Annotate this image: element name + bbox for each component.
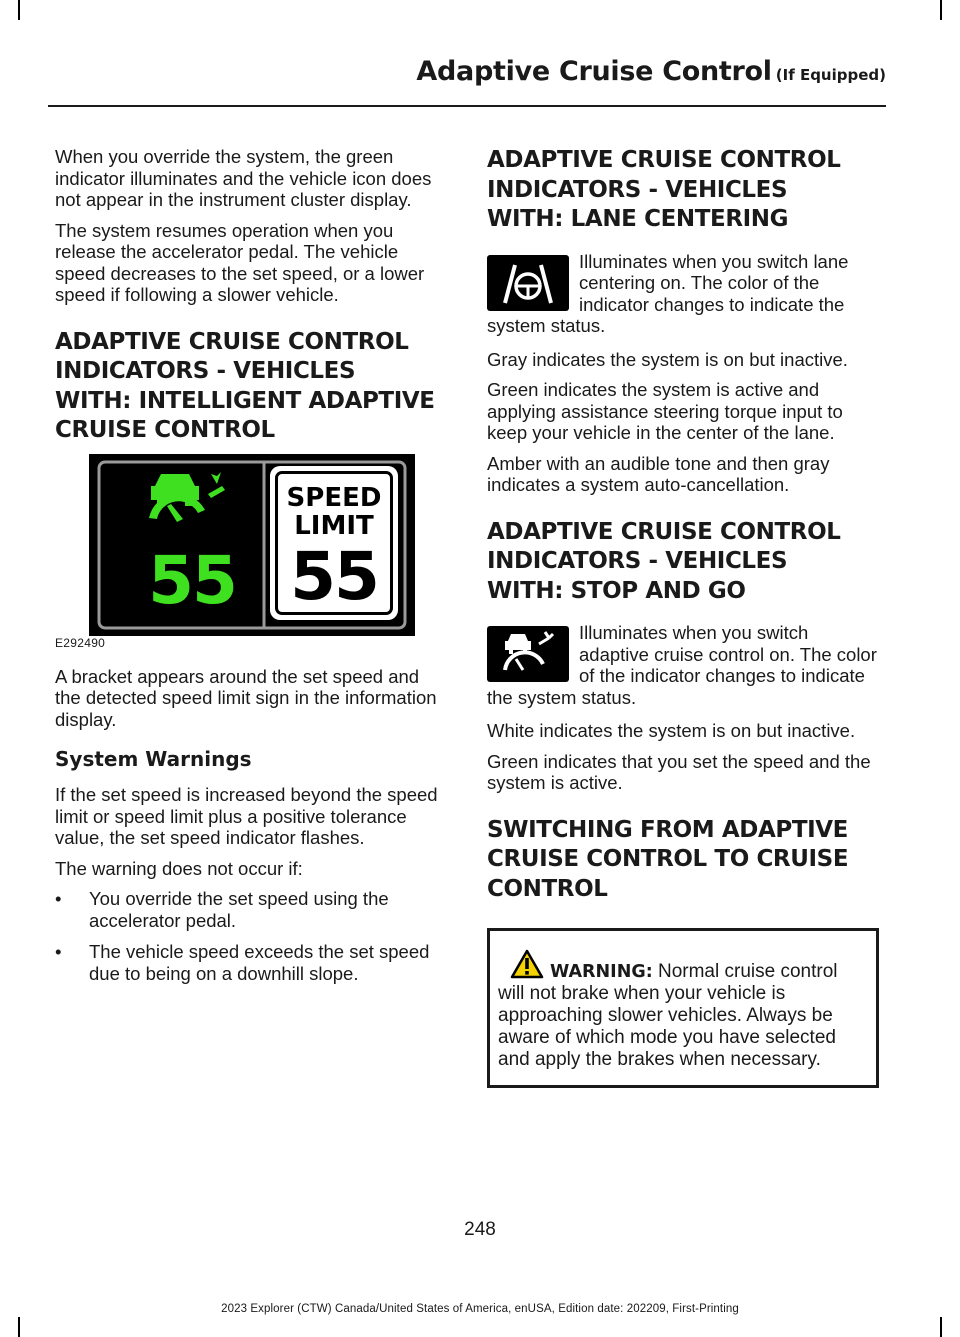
paragraph: The system resumes operation when you release the accelerator pedal. The vehicle speed decreases to the set speed, or a lower speed if following a slower vehicle.: [55, 219, 425, 305]
lane-centering-icon: [487, 255, 569, 311]
stop-and-go-description: Illuminates when you switch adaptive cruise control on. The color of the indicator changes to indicate the system status.: [487, 622, 877, 708]
paragraph: Amber with an audible tone and then gray indicates a system auto-cancellation.: [487, 452, 830, 495]
bullet-item: • You override the set speed using the accelerator pedal.: [55, 888, 389, 931]
warning-box: [487, 928, 879, 1088]
page-number: 248: [464, 1219, 496, 1240]
bullet-marker: •: [55, 888, 62, 909]
stop-and-go-indicator-row: [487, 622, 879, 708]
paragraph: If the set speed is increased beyond the speed limit or speed limit plus a positive tolerance value, the set speed indicator flashes.: [55, 784, 438, 848]
figure-code: E292490: [55, 635, 106, 650]
sign-speed-value: 55: [290, 537, 378, 615]
bullet-item: • The vehicle speed exceeds the set speed due to being on a downhill slope.: [55, 941, 430, 984]
paragraph: The warning does not occur if:: [55, 857, 303, 879]
crop-mark: [940, 0, 942, 20]
section-heading-lane-centering: ADAPTIVE CRUISE CONTROL INDICATORS - VEHICLES WITH: LANE CENTERING: [487, 147, 841, 232]
warning-triangle-icon: [510, 949, 544, 979]
crop-mark: [940, 1317, 942, 1337]
set-speed-value: 55: [148, 541, 236, 619]
lane-centering-indicator-row: [487, 251, 879, 337]
cluster-figure: [55, 454, 417, 652]
section-heading-stop-and-go: ADAPTIVE CRUISE CONTROL INDICATORS - VEHICLES WITH: STOP AND GO: [487, 518, 841, 604]
paragraph: Gray indicates the system is on but inactive.: [487, 348, 848, 370]
speed-limit-sign: [270, 466, 398, 620]
warning-paragraph: [498, 949, 868, 1071]
cluster-display: [89, 454, 415, 636]
lane-centering-description: Illuminates when you switch lane centering on. The color of the indicator changes to indicate the system status.: [487, 250, 849, 336]
sign-word-speed: SPEED: [286, 482, 382, 513]
sign-word-limit: LIMIT: [294, 510, 374, 541]
bullet-marker: •: [55, 941, 62, 962]
subheading-system-warnings: System Warnings: [55, 747, 252, 771]
warning-label: WARNING:: [550, 962, 653, 982]
paragraph: Green indicates that you set the speed and the system is active.: [487, 750, 871, 793]
paragraph: White indicates the system is on but inactive.: [487, 720, 856, 741]
page-header: [48, 56, 886, 87]
stop-and-go-icon: [487, 626, 569, 682]
paragraph: Green indicates the system is active and applying assistance steering torque input to keep your vehicle in the center of the lane.: [487, 379, 843, 443]
paragraph: When you override the system, the green indicator illuminates and the vehicle icon does not appear in the instrument cluster display.: [55, 146, 432, 210]
warning-text: Normal cruise control will not brake when your vehicle is approaching slower vehicles. Always be aware of which mode you have selected and apply the brakes when necessary.: [498, 961, 838, 1070]
crop-mark: [18, 0, 20, 20]
section-heading-switching: SWITCHING FROM ADAPTIVE CRUISE CONTROL TO CRUISE CONTROL: [487, 816, 849, 902]
header-rule: [48, 105, 886, 107]
page-subtitle: (If Equipped): [775, 66, 886, 84]
page-title: Adaptive Cruise Control: [416, 56, 772, 87]
set-speed-icon: [131, 470, 251, 550]
left-column: [55, 146, 447, 994]
crop-mark: [18, 1317, 20, 1337]
right-column: [487, 146, 879, 1088]
edition-footer: 2023 Explorer (CTW) Canada/United States of America, enUSA, Edition date: 202209, First-Printing: [221, 1303, 739, 1315]
paragraph: A bracket appears around the set speed and the detected speed limit sign in the information display.: [55, 665, 437, 730]
section-heading-intelligent-acc: ADAPTIVE CRUISE CONTROL INDICATORS - VEHICLES WITH: INTELLIGENT ADAPTIVE CRUISE CONTROL: [55, 328, 435, 443]
